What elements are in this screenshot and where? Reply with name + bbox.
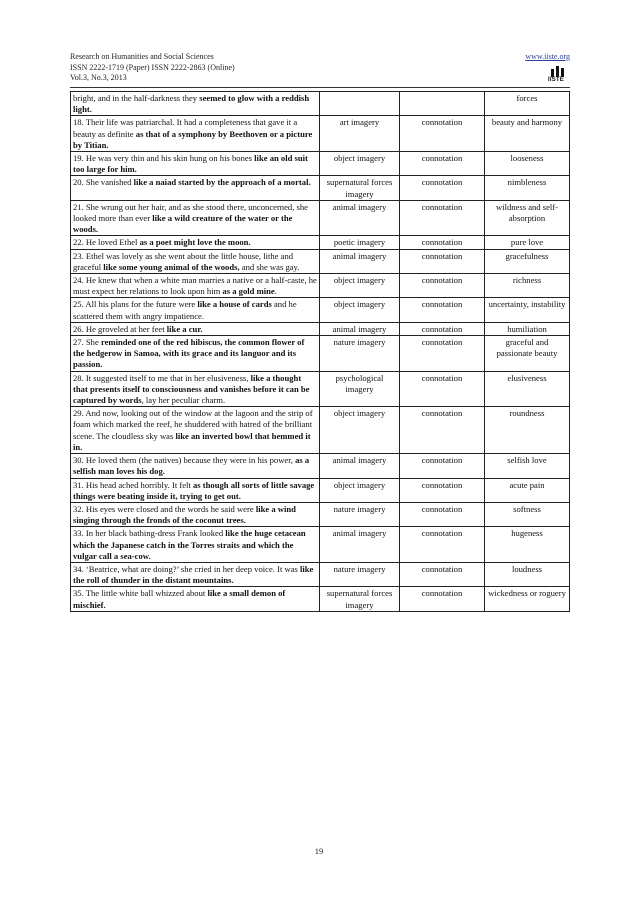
simile-highlight: as a selfish man loves his dog. [73,455,310,477]
meaning-cell: graceful and passionate beauty [485,336,570,372]
sentence-text: 33. In her black bathing-dress Frank looked [73,528,226,539]
method-cell: connotation [400,336,485,372]
imagery-type-cell: animal imagery [320,200,400,236]
meaning-cell: pure love [485,236,570,249]
imagery-type-cell: poetic imagery [320,236,400,249]
method-cell: connotation [400,274,485,298]
table-row [71,200,570,236]
example-sentence-cell [71,322,320,335]
method-cell: connotation [400,478,485,502]
sentence-text: 19. He was very thin and his skin hung on his bones [73,153,255,164]
example-sentence-cell [71,407,320,454]
meaning-cell: selfish love [485,454,570,478]
meaning-cell: acute pain [485,478,570,502]
example-sentence-cell [71,298,320,322]
table-row [71,274,570,298]
imagery-type-cell: supernatural forces imagery [320,587,400,611]
method-cell: connotation [400,152,485,176]
table-row [71,478,570,502]
example-sentence-cell [71,562,320,586]
simile-highlight: like some young animal of the woods, [103,261,240,272]
simile-highlight: like an inverted bowl that hemmed it in. [73,430,311,452]
example-sentence-cell [71,249,320,273]
example-sentence-cell [71,371,320,407]
sentence-text: . [274,286,277,297]
header-divider [70,87,570,88]
table-row [71,336,570,372]
example-sentence-cell [71,336,320,372]
table-row [71,298,570,322]
meaning-cell: loudness [485,562,570,586]
simile-highlight: as though all sorts of little savage things were beating inside it, trying to get out. [73,479,315,501]
table-row [71,562,570,586]
meaning-cell: humiliation [485,322,570,335]
simile-highlight: like a house of cards [197,299,272,310]
example-sentence-cell [71,502,320,526]
method-cell: connotation [400,249,485,273]
simile-highlight: like a naiad started by the approach of a mortal. [133,177,311,188]
meaning-cell: wildness and self-absorption [485,200,570,236]
method-cell: connotation [400,236,485,249]
table-row [71,587,570,611]
sentence-text: and she was gay. [239,261,300,272]
page-number: 19 [314,846,324,856]
simile-highlight: like an old suit too large for him. [73,153,308,175]
table-row [71,527,570,563]
sentence-text: 26. He groveled at her feet [73,323,167,334]
table-row [71,322,570,335]
table-row [71,152,570,176]
sentence-text: 30. He loved them (the natives) because they were in his power, [73,455,296,466]
journal-title: Research on Humanities and Social Sciences [70,52,214,61]
logo-text: IISTE [548,77,565,83]
sentence-text: and he scattered them with angry impatience. [73,299,297,321]
table-row [71,236,570,249]
imagery-type-cell: nature imagery [320,562,400,586]
sentence-text: 22. He loved Ethel [73,237,140,248]
sentence-text: 35. The little white ball whizzed about [73,588,208,599]
example-sentence-cell [71,116,320,152]
sentence-text: 32. His eyes were closed and the words he said were [73,503,256,514]
journal-url-link[interactable]: www.iiste.org [525,52,570,61]
imagery-type-cell [320,92,400,116]
imagery-type-cell: animal imagery [320,322,400,335]
meaning-cell: beauty and harmony [485,116,570,152]
simile-highlight: like a wind singing through the fronds of the coconut trees. [73,503,296,526]
meaning-cell: wickedness or roguery [485,587,570,611]
imagery-type-cell: animal imagery [320,527,400,563]
method-cell: connotation [400,298,485,322]
meaning-cell: gracefulness [485,249,570,273]
method-cell: connotation [400,454,485,478]
sentence-text: 18. Their life was patriarchal. It had a completeness that gave it a beauty as definite [73,117,298,139]
meaning-cell: uncertainty, instability [485,298,570,322]
simile-highlight: as that of a symphony by Beethoven or a picture by Titian. [73,128,313,150]
imagery-type-cell: art imagery [320,116,400,152]
method-cell: connotation [400,502,485,526]
simile-highlight: like a thought that presents itself to consciousness and vanishes before it can be captured by words [73,372,310,406]
meaning-cell: roundness [485,407,570,454]
method-cell: connotation [400,587,485,611]
sentence-text: bright, and in the half-darkness they [73,93,200,103]
running-header [70,52,570,84]
imagery-type-cell: object imagery [320,478,400,502]
table-row [71,454,570,478]
simile-highlight: as a gold mine [222,286,275,297]
iiste-logo [548,65,570,81]
imagery-type-cell: object imagery [320,274,400,298]
meaning-cell: looseness [485,152,570,176]
header-right [525,52,570,86]
imagery-table [70,91,570,612]
imagery-type-cell: object imagery [320,407,400,454]
sentence-text: 27. She [73,337,101,348]
meaning-cell: elusiveness [485,371,570,407]
table-row [71,116,570,152]
method-cell: connotation [400,527,485,563]
method-cell [400,92,485,116]
sentence-text: 31. His head ached horribly. It felt [73,479,193,490]
simile-highlight: seemed to glow with a reddish light. [73,93,310,115]
imagery-type-cell: object imagery [320,152,400,176]
imagery-type-cell: nature imagery [320,336,400,372]
sentence-text: , lay her peculiar charm. [141,395,226,406]
example-sentence-cell [71,176,320,200]
method-cell: connotation [400,562,485,586]
meaning-cell: hugeness [485,527,570,563]
volume-line: Vol.3, No.3, 2013 [70,73,127,82]
example-sentence-cell [71,454,320,478]
example-sentence-cell [71,200,320,236]
method-cell: connotation [400,200,485,236]
method-cell: connotation [400,407,485,454]
imagery-type-cell: animal imagery [320,249,400,273]
meaning-cell: nimbleness [485,176,570,200]
example-sentence-cell [71,92,320,116]
imagery-type-cell: supernatural forces imagery [320,176,400,200]
table-row [71,92,570,116]
example-sentence-cell [71,587,320,611]
method-cell: connotation [400,116,485,152]
table-row [71,502,570,526]
example-sentence-cell [71,152,320,176]
example-sentence-cell [71,478,320,502]
meaning-cell: richness [485,274,570,298]
sentence-text: 29. And now, looking out of the window at the lagoon and the strip of foam which marked the reef, he shuddered with hatred of the brilliant scene. The cloudless sky was [73,408,313,441]
simile-highlight: like the huge cetacean which the Japanese catch in the Torres straits and which the vulgar call a sea-cow. [73,528,306,561]
meaning-cell: forces [485,92,570,116]
imagery-type-cell: animal imagery [320,454,400,478]
example-sentence-cell [71,527,320,563]
sentence-text: 24. He knew that when a white man marries a native or a half-caste, he must expect her relations to look upon him [73,275,317,297]
simile-highlight: like a wild creature of the water or the woods. [73,213,293,235]
imagery-type-cell: psychological imagery [320,371,400,407]
example-sentence-cell [71,236,320,249]
simile-highlight: reminded one of the red hibiscus, the common flower of the hedgerow in Samoa, with its grace and its languor and its passion. [73,337,305,370]
sentence-text: 20. She vanished [73,177,134,188]
imagery-type-cell: object imagery [320,298,400,322]
method-cell: connotation [400,176,485,200]
sentence-text: 28. It suggested itself to me that in her elusiveness, [73,372,251,383]
meaning-cell: softness [485,502,570,526]
sentence-text: 34. ‘Beatrice, what are doing?’ she cried in her deep voice. It was [73,563,300,574]
table-row [71,407,570,454]
method-cell: connotation [400,322,485,335]
sentence-text: 23. Ethel was lovely as she went about the little house, lithe and graceful [73,250,294,272]
simile-highlight: like a cur. [166,323,203,334]
imagery-type-cell: nature imagery [320,502,400,526]
simile-highlight: as a poet might love the moon. [139,237,251,248]
example-sentence-cell [71,274,320,298]
table-row [71,371,570,407]
simile-highlight: like a small demon of mischief. [73,588,286,610]
method-cell: connotation [400,371,485,407]
simile-highlight: like the roll of thunder in the distant mountains. [73,563,314,586]
sentence-text: 21. She wrung out her hair, and as she stood there, unconcerned, she looked more than ever [73,201,308,224]
table-row [71,249,570,273]
sentence-text: 25. All his plans for the future were [73,299,198,310]
table-row [71,176,570,200]
issn-line: ISSN 2222-1719 (Paper) ISSN 2222-2863 (Online) [70,62,235,72]
